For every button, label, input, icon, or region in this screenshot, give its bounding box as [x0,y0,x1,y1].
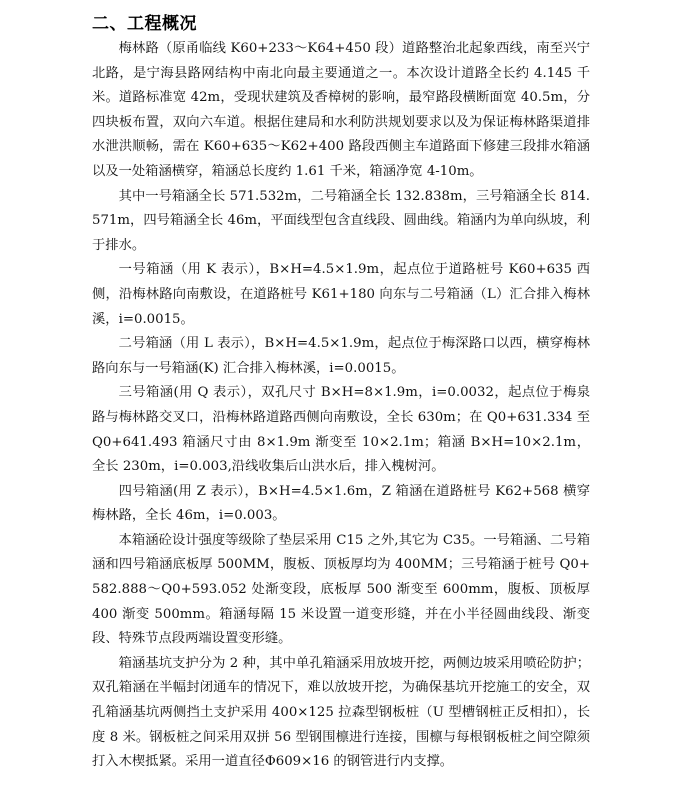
paragraph-culvert-lengths: 其中一号箱涵全长 571.532m，二号箱涵全长 132.838m，三号箱涵全长 814.571m，四号箱涵全长 46m，平面线型包含直线段、圆曲线。箱涵内为单向纵坡，利于排水。 [92,188,590,253]
section-heading: 二、工程概况 [92,14,197,34]
paragraph-overview: 梅林路（原甬临线 K60+233～K64+450 段）道路整治北起象西线，南至兴宁北路，是宁海县路网结构中南北向最主要通道之一。本次设计道路全长约 4.145 千米。道路标准宽 42m，受现状建筑及香樟树的影响，最窄路段横断面宽 40.5m，分四块板布置，双向六车道。根据住建局和水利防洪规划要求以及为保证梅林路渠道排水泄洪顺畅，需在 K60+635～K62+400 路段西侧主车道路面下修建三段排水箱涵以及一处箱涵横穿，箱涵总长度约 1.61 千米，箱涵净宽 4-10m。 [92,41,590,179]
paragraph-culvert-z: 四号箱涵(用 Z 表示），B×H=4.5×1.6m，Z 箱涵在道路桩号 K62+568 横穿梅林路，全长 46m，i=0.003。 [92,483,590,524]
paragraph-foundation-support: 箱涵基坑支护分为 2 种，其中单孔箱涵采用放坡开挖，两侧边坡采用喷砼防护；双孔箱涵在半幅封闭通车的情况下，难以放坡开挖，为确保基坑开挖施工的安全，双孔箱涵基坑两侧挡土支护采用 400×125 拉森型钢板桩（U 型槽钢桩正反相扣），长度 8 米。钢板桩之间采用双拼 56 型钢围檩进行连接，围檩与每根钢板桩之间空隙须打入木楔抵紧。采用一道直径Φ609×16 的钢管进行内支撑。 [92,655,590,770]
paragraph-culvert-k: 一号箱涵（用 K 表示），B×H=4.5×1.9m，起点位于道路桩号 K60+635 西侧，沿梅林路向南敷设，在道路桩号 K61+180 向东与二号箱涵（L）汇合排入梅林溪，i=0.0015。 [92,262,590,327]
paragraph-culvert-l: 二号箱涵（用 L 表示），B×H=4.5×1.9m，起点位于梅深路口以西，横穿梅林路向东与一号箱涵(K) 汇合排入梅林溪，i=0.0015。 [92,336,590,376]
paragraph-concrete-design: 本箱涵砼设计强度等级除了垫层采用 C15 之外,其它为 C35。一号箱涵、二号箱涵和四号箱涵底板厚 500MM，腹板、顶板厚均为 400MM；三号箱涵于桩号 Q0+582.888～Q0+593.052 处渐变段，底板厚 500 渐变至 600mm，腹板、顶板厚 400 渐变 500mm。箱涵每隔 15 米设置一道变形缝，并在小半径圆曲线段、渐变段、特殊节点段两端设置变形缝。 [92,532,590,647]
section-body [92,37,590,775]
paragraph-culvert-q: 三号箱涵(用 Q 表示），双孔尺寸 B×H=8×1.9m，i=0.0032，起点位于梅泉路与梅林路交叉口，沿梅林路道路西侧向南敷设，全长 630m；在 Q0+631.334 至 Q0+641.493 箱涵尺寸由 8×1.9m 渐变至 10×2.1m；箱涵 B×H=10×2.1m，全长 230m，i=0.003,沿线收集后山洪水后，排入槐树河。 [92,385,590,475]
